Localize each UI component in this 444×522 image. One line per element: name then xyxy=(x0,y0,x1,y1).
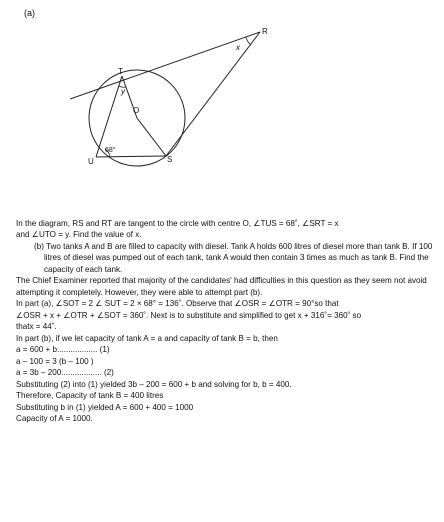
equation-1: a = 600 + b.................. (1) xyxy=(16,345,110,355)
tangent-line-rt xyxy=(70,32,260,99)
solution-line-6: Therefore, Capacity of tank B = 400 litres xyxy=(16,391,164,401)
equation-2: a – 100 = 3 (b – 100 ) xyxy=(16,356,94,366)
solution-line-3: thatx = 44˚. xyxy=(16,322,57,332)
question-line-1: In the diagram, RS and RT are tangent to the circle with centre O, ∠TUS = 68˚, ∠SRT = x xyxy=(16,219,339,228)
solution-line-1: In part (a), ∠SOT = 2 ∠ SUT = 2 × 68° = 136˚. Observe that ∠OSR = ∠OTR = 90°so that xyxy=(16,299,339,309)
label-x: x xyxy=(236,43,240,52)
label-o: O xyxy=(133,106,140,115)
question-line-2: and ∠UTO = y. Find the value of x. xyxy=(16,230,142,240)
solution-line-7: Substituting b in (1) yielded A = 600 + 400 = 1000 xyxy=(16,402,194,412)
solution-text xyxy=(16,218,436,425)
examiner-report: The Chief Examiner reported that majority of the candidates' had difficulties in this question as they seem not avoid attempting it completely. However, they were able to attempt part (b). xyxy=(16,276,427,297)
solution-line-2: ∠OSR + x + ∠OTR + ∠SOT = 360˚. Next is to substitute and simplified to get x + 316˚= 360˚ so xyxy=(16,310,362,320)
label-t: T xyxy=(118,67,123,76)
radius-os xyxy=(137,118,166,156)
question-part-b: (b) Two tanks A and B are filled to capacity with diesel. Tank A holds 600 litres of diesel more than tank B. If 100 litres of diesel was pumped out of each tank, tank A would then contain 3 times as much as tank B. Find the capacity of each tank. xyxy=(34,241,433,274)
solution-line-8: Capacity of A = 1000. xyxy=(16,414,93,424)
circle-tangent-diagram xyxy=(70,20,290,170)
solution-line-4: In part (b), if we let capacity of tank A = a and capacity of tank B = b, then xyxy=(16,333,278,343)
chord-us xyxy=(96,156,166,157)
tangent-line-rs xyxy=(166,32,260,156)
label-r: R xyxy=(262,27,268,36)
part-a-label: (a) xyxy=(24,8,35,18)
equation-3: a = 3b – 200.................. (2) xyxy=(16,368,114,378)
label-s: S xyxy=(167,155,173,164)
label-y: y xyxy=(121,87,125,96)
label-u: U xyxy=(88,157,94,166)
angle-arc-r xyxy=(246,37,251,45)
label-angle-68: 68° xyxy=(105,147,116,154)
solution-line-5: Substituting (2) into (1) yielded 3b – 200 = 600 + b and solving for b, b = 400. xyxy=(16,379,292,389)
